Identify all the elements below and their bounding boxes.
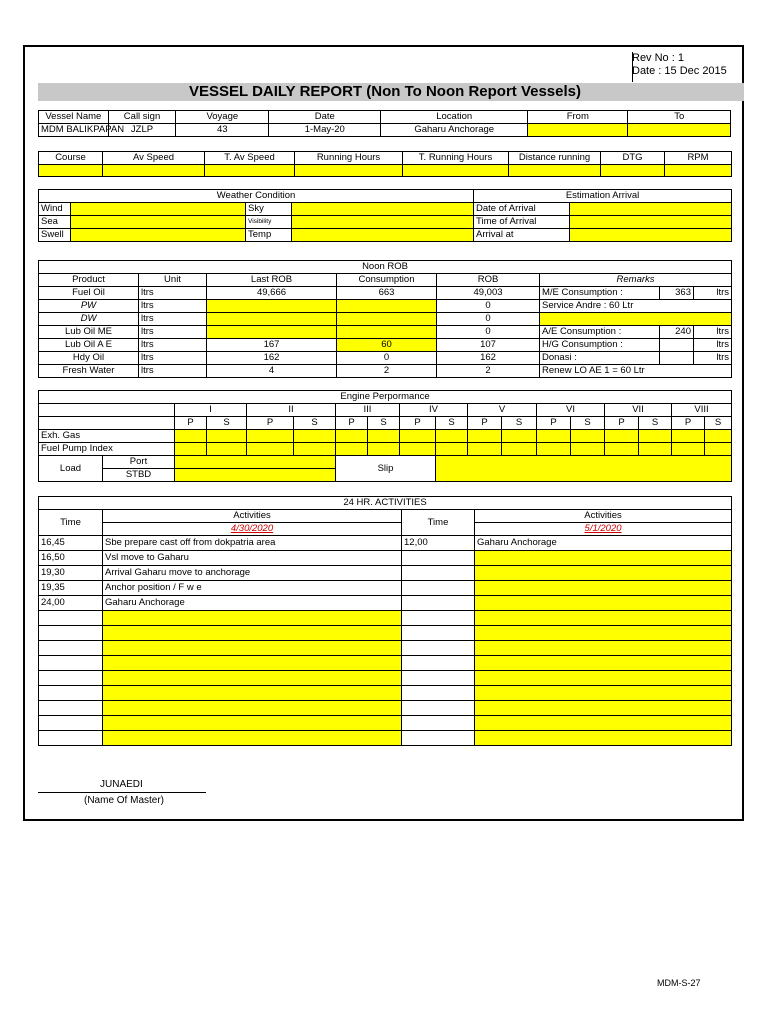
rob-product: Fuel Oil [39, 287, 139, 300]
fuel-pump-cell[interactable] [400, 443, 436, 456]
course-header: T. Running Hours [403, 152, 509, 165]
fuel-pump-cell[interactable] [175, 443, 207, 456]
rob-unit: ltrs [139, 300, 207, 313]
load-port-value[interactable] [175, 456, 336, 469]
activity-text[interactable] [475, 551, 732, 566]
activity-time[interactable] [402, 626, 475, 641]
vessel-header: Voyage [176, 111, 269, 124]
activity-time[interactable] [402, 716, 475, 731]
rob-last[interactable] [207, 326, 337, 339]
fuel-pump-cell[interactable] [207, 443, 247, 456]
rob-remark[interactable]: Renew LO AE 1 = 60 Ltr [540, 365, 732, 378]
activity-time[interactable] [39, 641, 103, 656]
time-header: Time [39, 510, 103, 536]
rob-last[interactable]: 167 [207, 339, 337, 352]
fuel-pump-cell[interactable] [705, 443, 732, 456]
sea-value[interactable] [71, 216, 246, 229]
course-header: Distance running [509, 152, 601, 165]
rob-unit: ltrs [139, 339, 207, 352]
date-of-arrival-label: Date of Arrival [474, 203, 570, 216]
exh-gas-cell[interactable] [436, 430, 468, 443]
sky-value[interactable] [292, 203, 474, 216]
time-of-arrival-value[interactable] [570, 216, 732, 229]
wind-label: Wind [39, 203, 71, 216]
rob-remark-value[interactable]: 363 [660, 287, 694, 300]
activity-date-1: 4/30/2020 [103, 523, 402, 536]
location-value[interactable]: Gaharu Anchorage [381, 124, 528, 137]
date-value[interactable]: 1-May-20 [269, 124, 381, 137]
activity-text[interactable] [103, 671, 402, 686]
rob-value[interactable]: 107 [437, 339, 540, 352]
load-label: Load [39, 456, 103, 482]
fuel-pump-cell[interactable] [247, 443, 294, 456]
cylinder-label: IV [400, 404, 468, 417]
rob-last[interactable]: 49,666 [207, 287, 337, 300]
arrival-at-label: Arrival at [474, 229, 570, 242]
date-of-arrival-value[interactable] [570, 203, 732, 216]
weather-title: Weather Condition [39, 190, 474, 203]
rob-unit: ltrs [139, 326, 207, 339]
activity-text[interactable] [475, 641, 732, 656]
rob-last[interactable]: 4 [207, 365, 337, 378]
exh-gas-label: Exh. Gas [39, 430, 175, 443]
activity-time[interactable]: 16,50 [39, 551, 103, 566]
load-port-label: Port [103, 456, 175, 469]
engine-title: Engine Perpormance [39, 391, 732, 404]
rob-remark[interactable]: M/E Consumption : [540, 287, 660, 300]
rob-product: PW [39, 300, 139, 313]
slip-value[interactable] [436, 456, 732, 482]
stbd-col: S [705, 417, 732, 430]
rob-header: ROB [437, 274, 540, 287]
activity-text[interactable]: Gaharu Anchorage [475, 536, 732, 551]
course-header: Course [39, 152, 103, 165]
stbd-col: S [571, 417, 605, 430]
vessel-table [38, 110, 731, 137]
call-sign-value[interactable]: JZLP [108, 124, 176, 137]
swell-value[interactable] [71, 229, 246, 242]
activity-text[interactable]: Vsl move to Gaharu [103, 551, 402, 566]
rev-no: Rev No : 1 [632, 52, 684, 64]
rob-value[interactable]: 0 [437, 300, 540, 313]
rob-consumption[interactable]: 0 [337, 352, 437, 365]
activity-text[interactable] [475, 701, 732, 716]
activity-text[interactable] [475, 611, 732, 626]
exh-gas-cell[interactable] [468, 430, 502, 443]
activity-date-2: 5/1/2020 [475, 523, 732, 536]
rob-last[interactable] [207, 313, 337, 326]
activity-text[interactable] [475, 626, 732, 641]
stbd-col: S [294, 417, 336, 430]
activity-text[interactable] [103, 611, 402, 626]
port-col: P [605, 417, 639, 430]
activity-text[interactable] [475, 581, 732, 596]
fuel-pump-cell[interactable] [537, 443, 571, 456]
weather-table [38, 189, 732, 242]
cylinder-label: VII [605, 404, 672, 417]
activity-time[interactable] [39, 701, 103, 716]
master-caption: (Name Of Master) [84, 795, 165, 806]
rob-unit: ltrs [139, 313, 207, 326]
rob-product: Lub Oil A E [39, 339, 139, 352]
activity-time[interactable] [39, 626, 103, 641]
cylinder-label: II [247, 404, 336, 417]
activity-text[interactable] [103, 626, 402, 641]
course-header: T. Av Speed [205, 152, 295, 165]
port-col: P [400, 417, 436, 430]
rob-unit: ltrs [139, 352, 207, 365]
cylinder-label: VI [537, 404, 605, 417]
stbd-col: S [207, 417, 247, 430]
rob-last[interactable] [207, 300, 337, 313]
distance-running-value[interactable] [509, 165, 601, 177]
exh-gas-cell[interactable] [672, 430, 705, 443]
rpm-value[interactable] [665, 165, 732, 177]
activity-text[interactable] [103, 686, 402, 701]
cylinder-label: VIII [672, 404, 732, 417]
cylinder-label: I [175, 404, 247, 417]
swell-label: Swell [39, 229, 71, 242]
exh-gas-cell[interactable] [247, 430, 294, 443]
rob-value[interactable]: 49,003 [437, 287, 540, 300]
estimation-title: Estimation Arrival [474, 190, 732, 203]
fuel-pump-cell[interactable] [672, 443, 705, 456]
stbd-col: S [502, 417, 537, 430]
exh-gas-cell[interactable] [336, 430, 368, 443]
rob-consumption[interactable]: 2 [337, 365, 437, 378]
rob-remark[interactable]: Donasi : [540, 352, 660, 365]
rob-header: Product [39, 274, 139, 287]
revision-block [632, 52, 727, 78]
rob-remark-unit: ltrs [694, 339, 732, 352]
rob-unit: ltrs [139, 365, 207, 378]
slip-label: Slip [336, 456, 436, 482]
from-value[interactable] [528, 124, 628, 137]
activities-header: Activities [103, 510, 402, 523]
t-running-hours-value[interactable] [403, 165, 509, 177]
activity-text[interactable] [103, 641, 402, 656]
rob-header: Last ROB [207, 274, 337, 287]
activities-title: 24 HR. ACTIVITIES [39, 497, 732, 510]
engine-blank-cell [39, 417, 175, 430]
activity-text[interactable] [475, 686, 732, 701]
activity-text[interactable]: Anchor position / F w e [103, 581, 402, 596]
rob-remark-value[interactable] [660, 339, 694, 352]
wind-value[interactable] [71, 203, 246, 216]
exh-gas-cell[interactable] [502, 430, 537, 443]
rob-remark[interactable]: A/E Consumption : [540, 326, 660, 339]
activity-time[interactable] [39, 611, 103, 626]
exh-gas-cell[interactable] [571, 430, 605, 443]
cylinder-label: III [336, 404, 400, 417]
activity-time[interactable]: 12,00 [402, 536, 475, 551]
exh-gas-cell[interactable] [207, 430, 247, 443]
fuel-pump-cell[interactable] [294, 443, 336, 456]
rob-product: Lub Oil ME [39, 326, 139, 339]
stbd-col: S [436, 417, 468, 430]
rob-consumption[interactable]: 663 [337, 287, 437, 300]
page-title: VESSEL DAILY REPORT (Non To Noon Report Vessels) [188, 83, 581, 100]
activity-time[interactable] [39, 671, 103, 686]
rob-value[interactable]: 0 [437, 313, 540, 326]
rob-unit: ltrs [139, 287, 207, 300]
rob-value[interactable]: 0 [437, 326, 540, 339]
fuel-pump-cell[interactable] [436, 443, 468, 456]
rev-date: Date : 15 Dec 2015 [632, 65, 727, 77]
activity-text[interactable]: Sbe prepare cast off from dokpatria area [103, 536, 402, 551]
exh-gas-cell[interactable] [605, 430, 639, 443]
exh-gas-cell[interactable] [400, 430, 436, 443]
fuel-pump-cell[interactable] [571, 443, 605, 456]
activity-text[interactable] [103, 716, 402, 731]
activities-table [38, 496, 732, 746]
fuel-pump-cell[interactable] [368, 443, 400, 456]
exh-gas-cell[interactable] [294, 430, 336, 443]
rob-remark-value[interactable]: 240 [660, 326, 694, 339]
rob-last[interactable]: 162 [207, 352, 337, 365]
vessel-header: Date [269, 111, 381, 124]
exh-gas-cell[interactable] [705, 430, 732, 443]
fuel-pump-cell[interactable] [605, 443, 639, 456]
rob-header: Unit [139, 274, 207, 287]
engine-blank-cell [39, 404, 175, 417]
rob-consumption[interactable]: 60 [337, 339, 437, 352]
arrival-at-value[interactable] [570, 229, 732, 242]
sky-label: Sky [246, 203, 292, 216]
av-speed-value[interactable] [103, 165, 205, 177]
port-col: P [175, 417, 207, 430]
port-col: P [336, 417, 368, 430]
activity-time[interactable] [402, 731, 475, 746]
voyage-value[interactable]: 43 [176, 124, 269, 137]
course-value[interactable] [39, 165, 103, 177]
fuel-pump-cell[interactable] [336, 443, 368, 456]
activity-time[interactable] [402, 671, 475, 686]
port-col: P [537, 417, 571, 430]
course-header: Av Speed [103, 152, 205, 165]
rob-consumption[interactable] [337, 326, 437, 339]
load-stbd-value[interactable] [175, 469, 336, 482]
temp-value[interactable] [292, 229, 474, 242]
rob-remark-unit: ltrs [694, 326, 732, 339]
exh-gas-cell[interactable] [537, 430, 571, 443]
activity-text[interactable] [475, 716, 732, 731]
rob-remark[interactable] [540, 313, 732, 326]
rob-header-remarks: Remarks [540, 274, 732, 287]
vessel-header: From [528, 111, 628, 124]
load-stbd-label: STBD [103, 469, 175, 482]
engine-performance-table [38, 390, 732, 482]
fuel-pump-index-label: Fuel Pump Index [39, 443, 175, 456]
activity-time[interactable]: 24,00 [39, 596, 103, 611]
exh-gas-cell[interactable] [368, 430, 400, 443]
rob-product: DW [39, 313, 139, 326]
rob-product: Fresh Water [39, 365, 139, 378]
activity-time[interactable] [402, 656, 475, 671]
activity-text[interactable] [475, 566, 732, 581]
rob-value[interactable]: 2 [437, 365, 540, 378]
port-col: P [672, 417, 705, 430]
vessel-header: Location [381, 111, 528, 124]
rob-remark-unit: ltrs [694, 352, 732, 365]
exh-gas-cell[interactable] [639, 430, 672, 443]
activity-text[interactable] [103, 701, 402, 716]
activity-time[interactable] [39, 731, 103, 746]
cylinder-label: V [468, 404, 537, 417]
activity-time[interactable]: 16,45 [39, 536, 103, 551]
running-hours-value[interactable] [295, 165, 403, 177]
rob-consumption[interactable] [337, 300, 437, 313]
rob-remark[interactable]: Service Andre : 60 Ltr [540, 300, 732, 313]
t-av-speed-value[interactable] [205, 165, 295, 177]
activity-time[interactable] [402, 611, 475, 626]
master-name: JUNAEDI [100, 779, 143, 790]
activity-text[interactable]: Gaharu Anchorage [103, 596, 402, 611]
rob-header: Consumption [337, 274, 437, 287]
exh-gas-cell[interactable] [175, 430, 207, 443]
course-header: RPM [665, 152, 732, 165]
activity-text[interactable] [475, 671, 732, 686]
rob-product: Hdy Oil [39, 352, 139, 365]
to-value[interactable] [628, 124, 731, 137]
stbd-col: S [639, 417, 672, 430]
activity-text[interactable] [475, 596, 732, 611]
form-code: MDM-S-27 [657, 978, 701, 988]
rob-consumption[interactable] [337, 313, 437, 326]
vessel-header: Vessel Name [39, 111, 109, 124]
rob-remark-unit: ltrs [694, 287, 732, 300]
rob-title: Noon ROB [39, 261, 732, 274]
stbd-col: S [368, 417, 400, 430]
activity-time[interactable] [39, 656, 103, 671]
activity-time[interactable]: 19,30 [39, 566, 103, 581]
activity-time[interactable] [402, 686, 475, 701]
sea-label: Sea [39, 216, 71, 229]
visibility-label: Visibility [246, 216, 292, 229]
rob-remark[interactable]: H/G Consumption : [540, 339, 660, 352]
vessel-header: To [628, 111, 731, 124]
activity-time[interactable] [402, 701, 475, 716]
fuel-pump-cell[interactable] [468, 443, 502, 456]
activity-time[interactable] [402, 641, 475, 656]
activity-text[interactable]: Arrival Gaharu move to anchorage [103, 566, 402, 581]
visibility-value[interactable] [292, 216, 474, 229]
course-table [38, 151, 732, 177]
fuel-pump-cell[interactable] [502, 443, 537, 456]
time-header: Time [402, 510, 475, 536]
port-col: P [247, 417, 294, 430]
activity-text[interactable] [475, 731, 732, 746]
vessel-header: Call sign [108, 111, 176, 124]
activity-text[interactable] [103, 731, 402, 746]
activity-time[interactable] [402, 551, 475, 566]
course-header: DTG [601, 152, 665, 165]
activity-text[interactable] [475, 656, 732, 671]
noon-rob-table [38, 260, 732, 378]
activity-time[interactable] [402, 596, 475, 611]
activity-text[interactable] [103, 656, 402, 671]
course-header: Running Hours [295, 152, 403, 165]
activity-time[interactable] [39, 686, 103, 701]
dtg-value[interactable] [601, 165, 665, 177]
activity-time[interactable]: 19,35 [39, 581, 103, 596]
rob-remark-value[interactable] [660, 352, 694, 365]
activity-time[interactable] [402, 566, 475, 581]
activity-time[interactable] [402, 581, 475, 596]
signature-line [38, 792, 206, 793]
temp-label: Temp [246, 229, 292, 242]
activities-header: Activities [475, 510, 732, 523]
time-of-arrival-label: Time of Arrival [474, 216, 570, 229]
port-col: P [468, 417, 502, 430]
vessel-name-value[interactable]: MDM BALIKPAPAN [39, 124, 109, 137]
rob-value[interactable]: 162 [437, 352, 540, 365]
fuel-pump-cell[interactable] [639, 443, 672, 456]
activity-time[interactable] [39, 716, 103, 731]
